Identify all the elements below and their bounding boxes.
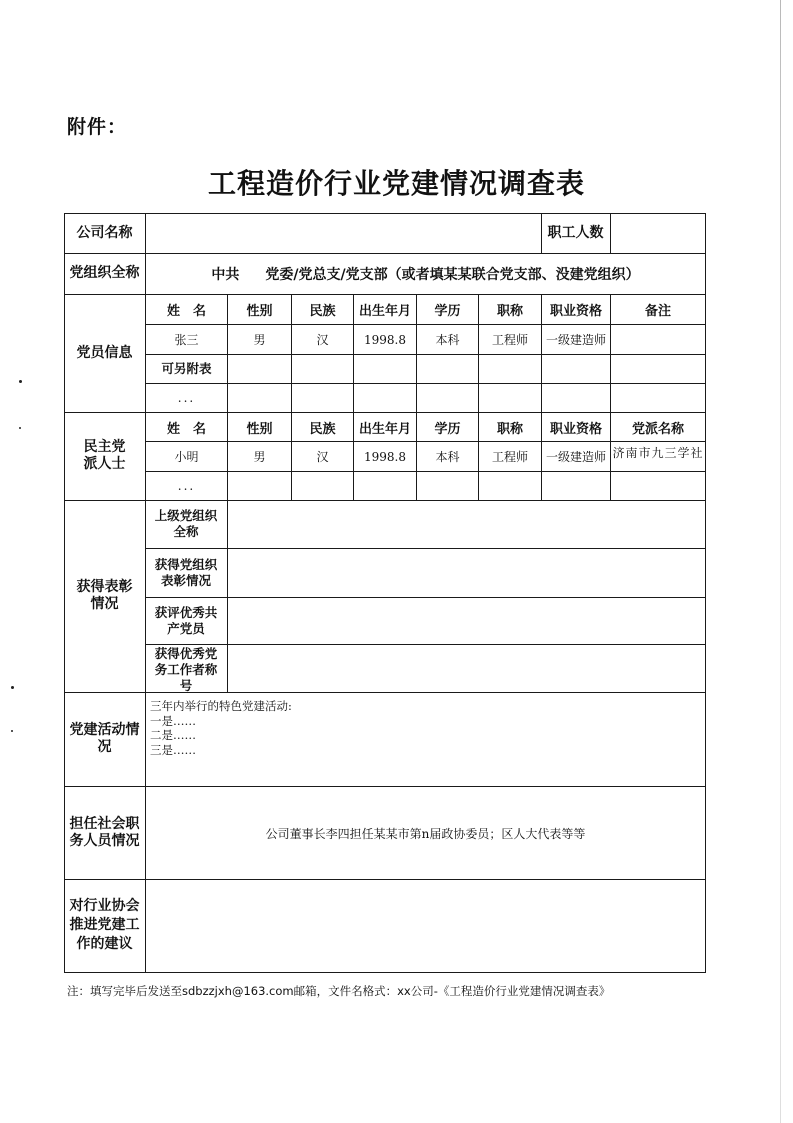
member_info-header-education: 学历 xyxy=(434,304,461,319)
honors-party-worker-field[interactable] xyxy=(228,645,705,692)
member_info-cell-ethnicity[interactable] xyxy=(292,355,353,383)
member_info-header-ethnicity: 民族 xyxy=(309,304,336,319)
democratic_party-cell-birth[interactable]: 1998.8 xyxy=(364,449,406,464)
honors-org-award-field[interactable] xyxy=(228,549,705,597)
member_info-cell-title[interactable]: 工程师 xyxy=(491,333,528,347)
activities-label: 党建活动情况 xyxy=(69,722,140,755)
democratic_party-cell-party-name[interactable] xyxy=(611,472,705,500)
scan-speck xyxy=(19,380,22,383)
party-org-label: 党组织全称 xyxy=(69,265,140,281)
scan-speck xyxy=(19,427,21,429)
social-roles-field[interactable]: 公司董事长李四担任某某市第n届政协委员；区人大代表等等 xyxy=(265,826,586,841)
party-org-field[interactable] xyxy=(146,254,705,294)
democratic_party-cell-education[interactable]: 本科 xyxy=(435,450,460,464)
member_info-cell-gender[interactable]: 男 xyxy=(253,333,266,347)
democratic_party-cell-title[interactable]: 工程师 xyxy=(491,450,528,464)
member_info-header-title: 职称 xyxy=(496,304,523,319)
honors-party-worker-label: 获得优秀党务工作者称号 xyxy=(154,646,218,692)
member_info-cell-name[interactable]: 张三 xyxy=(174,333,199,347)
democratic_party-cell-ethnicity[interactable]: 汉 xyxy=(316,450,329,464)
member_info-cell-qualification[interactable] xyxy=(542,384,610,412)
company-name-label: 公司名称 xyxy=(76,225,133,241)
democratic_party-cell-name[interactable]: 小明 xyxy=(174,450,199,464)
member_info-cell-remarks[interactable] xyxy=(611,355,705,383)
member_info-header-remarks: 备注 xyxy=(644,304,671,319)
member_info-cell-ethnicity[interactable]: 汉 xyxy=(316,333,329,347)
member_info-cell-ethnicity[interactable] xyxy=(292,384,353,412)
social-roles-label: 担任社会职务人员情况 xyxy=(69,815,140,849)
member_info-cell-gender[interactable] xyxy=(228,384,291,412)
scan-speck xyxy=(11,730,13,732)
activities-line: 三是…… xyxy=(150,742,196,757)
democratic_party-cell-name[interactable]: ... xyxy=(177,479,196,493)
member_info-cell-name[interactable]: 可另附表 xyxy=(161,361,212,376)
democratic_party-cell-qualification[interactable] xyxy=(542,472,610,500)
democratic_party-header-ethnicity: 民族 xyxy=(309,421,336,437)
member_info-header-gender: 性别 xyxy=(246,304,273,319)
democratic_party-cell-qualification[interactable]: 一级建造师 xyxy=(545,450,606,464)
suggestions-label: 对行业协会推进党建工作的建议 xyxy=(69,898,140,952)
democratic-party-label: 民主党派人士 xyxy=(83,439,126,472)
democratic_party-cell-title[interactable] xyxy=(479,472,541,500)
democratic_party-header-party-name: 党派名称 xyxy=(631,421,684,437)
member_info-cell-education[interactable] xyxy=(417,384,478,412)
member_info-cell-title[interactable] xyxy=(479,384,541,412)
democratic_party-header-birth: 出生年月 xyxy=(358,421,411,437)
company-name-field[interactable] xyxy=(146,214,540,253)
democratic_party-cell-party-name[interactable]: 济南市九三学社 xyxy=(612,446,704,460)
member_info-cell-education[interactable] xyxy=(417,355,478,383)
member_info-cell-birth[interactable] xyxy=(354,355,416,383)
member_info-cell-gender[interactable] xyxy=(228,355,291,383)
democratic_party-header-gender: 性别 xyxy=(246,421,273,437)
activities-line: 三年内举行的特色党建活动: xyxy=(150,699,292,713)
attachment-label: 附件： xyxy=(67,116,128,138)
member-info-label: 党员信息 xyxy=(76,344,133,361)
honors-superior-org-label: 上级党组织全称 xyxy=(154,508,218,539)
member_info-cell-birth[interactable]: 1998.8 xyxy=(364,332,406,347)
member_info-cell-name[interactable]: ... xyxy=(177,391,196,405)
member_info-header-birth: 出生年月 xyxy=(358,304,411,319)
member_info-cell-title[interactable] xyxy=(479,355,541,383)
democratic_party-cell-ethnicity[interactable] xyxy=(292,472,353,500)
member_info-header-name: 姓 名 xyxy=(166,304,206,319)
suggestions-field[interactable] xyxy=(146,880,705,972)
democratic_party-header-name: 姓 名 xyxy=(166,421,206,437)
member_info-cell-qualification[interactable]: 一级建造师 xyxy=(545,333,606,347)
democratic_party-cell-birth[interactable] xyxy=(354,472,416,500)
staff-count-label: 职工人数 xyxy=(547,225,604,241)
honors-label: 获得表彰情况 xyxy=(76,579,133,612)
page-title: 工程造价行业党建情况调查表 xyxy=(207,167,585,200)
activities-field[interactable] xyxy=(146,693,705,786)
member_info-header-qualification: 职业资格 xyxy=(549,304,602,319)
scan-speck xyxy=(11,686,14,689)
democratic_party-header-education: 学历 xyxy=(434,421,461,437)
member_info-cell-birth[interactable] xyxy=(354,384,416,412)
democratic_party-cell-education[interactable] xyxy=(417,472,478,500)
member_info-cell-remarks[interactable] xyxy=(611,384,705,412)
honors-superior-org-field[interactable] xyxy=(228,501,705,548)
democratic_party-header-qualification: 职业资格 xyxy=(549,421,602,437)
democratic_party-cell-gender[interactable] xyxy=(228,472,291,500)
member_info-cell-education[interactable]: 本科 xyxy=(435,333,460,347)
honors-org-award-label: 获得党组织表彰情况 xyxy=(154,556,218,588)
member_info-cell-qualification[interactable] xyxy=(542,355,610,383)
member_info-cell-remarks[interactable] xyxy=(611,325,705,354)
party-org-value: 党委/党总支/党支部（或者填某某联合党支部、没建党组织） xyxy=(265,267,640,283)
honors-excellent-member-label: 获评优秀共产党员 xyxy=(154,604,218,636)
honors-excellent-member-field[interactable] xyxy=(228,598,705,644)
democratic_party-cell-gender[interactable]: 男 xyxy=(253,450,266,464)
activities-line: 二是…… xyxy=(150,728,196,742)
staff-count-field[interactable] xyxy=(611,214,705,253)
democratic_party-header-title: 职称 xyxy=(496,421,523,437)
party-org-prefix: 中共 xyxy=(211,267,240,283)
footnote: 注：填写完毕后发送至sdbzzjxh@163.com邮箱，文件名格式：xx公司-《工程造价行业党建情况调查表》 xyxy=(67,984,611,998)
activities-line: 一是…… xyxy=(150,713,196,728)
